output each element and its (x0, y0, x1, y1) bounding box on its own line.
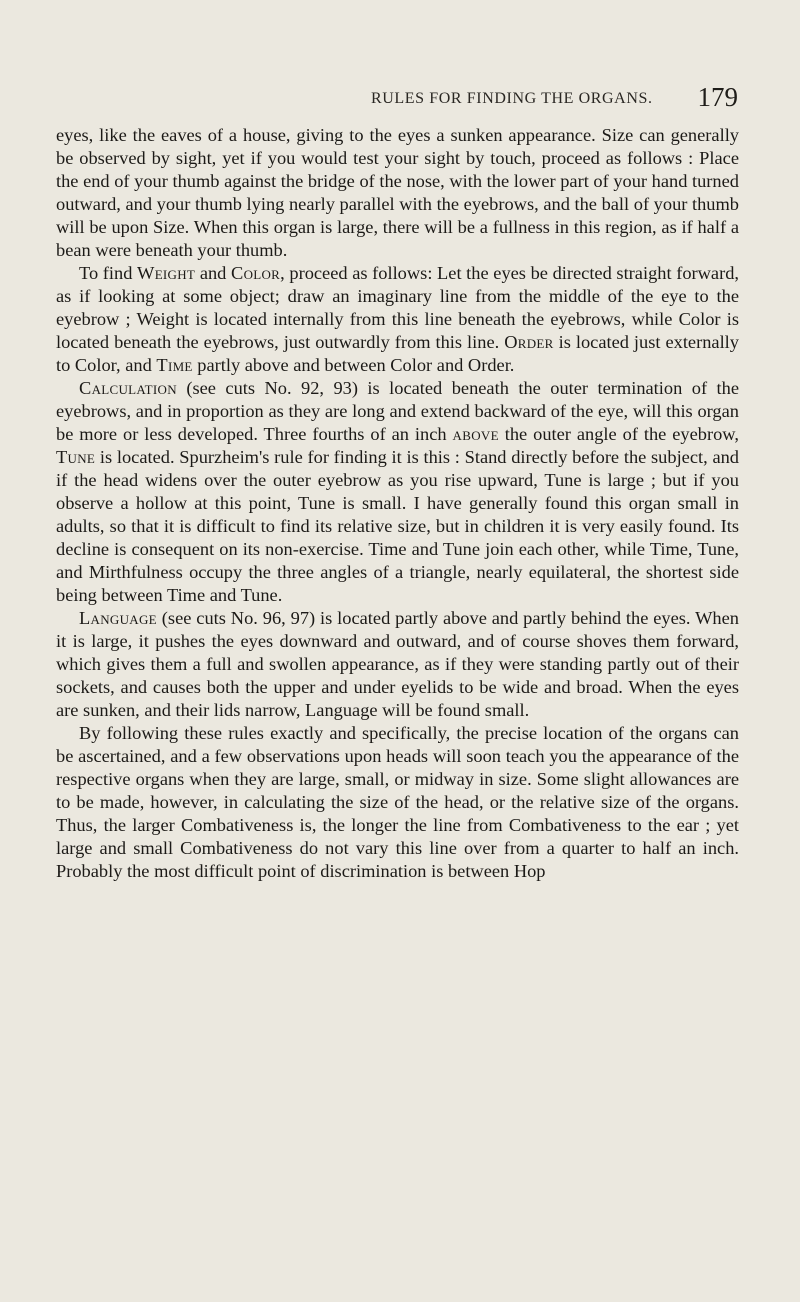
paragraph-text: and (195, 263, 231, 283)
paragraph-text: the outer angle of the eyebrow, (498, 424, 739, 444)
small-caps-term: Weight (137, 263, 196, 283)
paragraph-text: (see cuts No. 92, 93) is located beneath the outer termination of the eyebrows, and in proportion as they are long and extend backward of the eye, will this organ be more or less developed. Three fourths of an inch (56, 378, 739, 444)
paragraph (56, 377, 739, 607)
paragraph-text: partly above and between Color and Order. (192, 355, 515, 375)
small-caps-term: Language (79, 608, 157, 628)
small-caps-term: Calculation (79, 378, 177, 398)
paragraph-text: (see cuts No. 96, 97) is located partly above and partly behind the eyes. When it is large, it pushes the eyes downward and outward, and of course shoves them forward, which gives them a full and swollen appearance, as if they were standing partly out of their sockets, and causes both the upper and under eyelids to be wide and broad. When the eyes are sunken, and their lids narrow, Language will be found small. (56, 608, 739, 720)
small-caps-term: Tune (56, 447, 96, 467)
paragraph-text: is located just externally to Color, and (56, 332, 739, 375)
page-body (56, 124, 739, 883)
paragraph (56, 722, 739, 883)
small-caps-term: Order (504, 332, 554, 352)
small-caps-term: Time (156, 355, 193, 375)
paragraph (56, 262, 739, 377)
running-head: RULES FOR FINDING THE ORGANS. (371, 90, 653, 107)
paragraph-text: To find (79, 263, 138, 283)
paragraph-text: By following these rules exactly and specifically, the precise location of the organs can be ascertained, and a few observations upon heads will soon teach you the appearance of the respective organs when they are large, small, or midway in size. Some slight allowances are to be made, however, in calculating the size of the head, or the relative size of the organs. Thus, the larger Combativeness is, the longer the line from Combativeness to the ear ; yet large and small Combativeness do not vary this line over from a quarter to half an inch. Probably the most difficult point of discrimination is between Hop (56, 723, 739, 881)
page-header (56, 82, 738, 122)
paragraph-text: is located. Spurzheim's rule for finding it is this : Stand directly before the subject, and if the head widens over the outer eyebrow as you rise upward, Tune is large ; but if you observe a hollow at this point, Tune is small. I have generally found this organ small in adults, so that it is difficult to find its relative size, but in children it is very easily found. Its decline is consequent on its non-exercise. Time and Tune join each other, while Time, Tune, and Mirthfulness occupy the three angles of a triangle, nearly equilateral, the shortest side being between Time and Tune. (56, 447, 739, 605)
small-caps-term: above (452, 424, 499, 444)
paragraph-text: eyes, like the eaves of a house, giving to the eyes a sunken appearance. Size can generally be observed by sight, yet if you would test your sight by touch, proceed as follows : Place the end of your thumb against the bridge of the nose, with the lower part of your hand turned outward, and your thumb lying nearly parallel with the eyebrows, and the ball of your thumb will be upon Size. When this organ is large, there will be a fullness in this region, as if half a bean were beneath your thumb. (56, 125, 739, 260)
page-number: 179 (697, 82, 738, 112)
paragraph-text: , proceed as follows: Let the eyes be directed straight forward, as if looking at some object; draw an imaginary line from the middle of the eye to the eyebrow ; Weight is located internally from this line beneath the eyebrows, while Color is located beneath the eyebrows, just outwardly from this line. (56, 263, 740, 352)
paragraph (56, 124, 739, 262)
small-caps-term: Color (231, 263, 281, 283)
paragraph (56, 607, 739, 722)
